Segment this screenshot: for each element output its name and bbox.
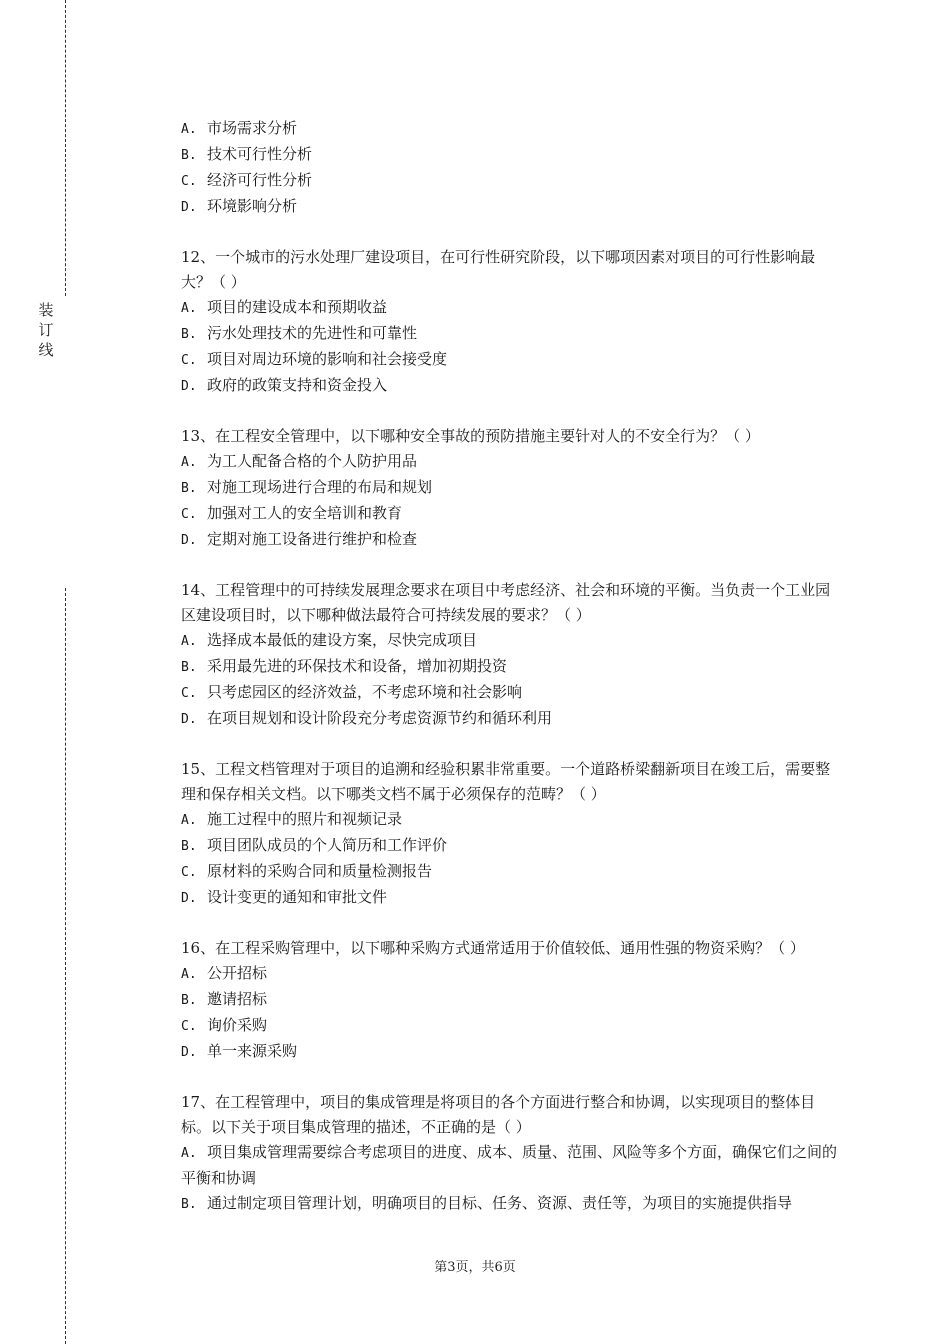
- option-text: 在项目规划和设计阶段充分考虑资源节约和循环利用: [207, 709, 553, 727]
- binding-label-char: 线: [38, 341, 54, 359]
- option-text: 询价采购: [207, 1016, 268, 1034]
- option-text: 只考虑园区的经济效益，不考虑环境和社会影响: [207, 683, 523, 701]
- option-label: D.: [181, 891, 197, 906]
- option-item: [181, 527, 841, 553]
- option-label: C.: [181, 1019, 197, 1034]
- binding-line-top: [65, 0, 66, 296]
- option-label: D.: [181, 533, 197, 548]
- option-text: 加强对工人的安全培训和教育: [207, 504, 403, 522]
- option-label: C.: [181, 507, 197, 522]
- binding-label-char: 装: [38, 301, 54, 319]
- binding-label-char: 订: [38, 321, 54, 339]
- binding-label: [36, 300, 56, 360]
- option-text: 市场需求分析: [207, 119, 298, 137]
- option-label: C.: [181, 865, 197, 880]
- question-15: [181, 757, 841, 911]
- option-label: B.: [181, 148, 197, 163]
- option-item: [181, 347, 841, 373]
- option-item: [181, 987, 841, 1013]
- option-item: [181, 706, 841, 732]
- option-text: 项目集成管理需要综合考虑项目的进度、成本、质量、范围、风险等多个方面，确保它们之间的平衡和协调: [181, 1143, 838, 1187]
- option-item: [181, 168, 841, 194]
- option-label: A.: [181, 813, 197, 828]
- option-label: D.: [181, 1045, 197, 1060]
- option-label: B.: [181, 327, 197, 342]
- option-text: 污水处理技术的先进性和可靠性: [207, 324, 418, 342]
- option-text: 为工人配备合格的个人防护用品: [207, 452, 418, 470]
- option-text: 定期对施工设备进行维护和检查: [207, 530, 418, 548]
- question-text: 16、在工程采购管理中，以下哪种采购方式通常适用于价值较低、通用性强的物资采购？（ ）: [181, 939, 805, 957]
- option-item: [181, 628, 841, 654]
- option-label: A.: [181, 967, 197, 982]
- option-text: 原材料的采购合同和质量检测报告: [207, 862, 433, 880]
- option-item: [181, 373, 841, 399]
- option-text: 施工过程中的照片和视频记录: [207, 810, 403, 828]
- option-text: 设计变更的通知和审批文件: [207, 888, 388, 906]
- option-text: 邀请招标: [207, 990, 268, 1008]
- option-text: 项目的建设成本和预期收益: [207, 298, 388, 316]
- option-label: C.: [181, 174, 197, 189]
- question-14: [181, 578, 841, 732]
- option-label: C.: [181, 353, 197, 368]
- option-item: [181, 1039, 841, 1065]
- option-text: 项目对周边环境的影响和社会接受度: [207, 350, 448, 368]
- question-12: [181, 245, 841, 399]
- question-content: [181, 116, 841, 1217]
- option-label: A.: [181, 1146, 197, 1161]
- option-label: B.: [181, 660, 197, 675]
- option-label: D.: [181, 200, 197, 215]
- option-item: [181, 807, 841, 833]
- option-label: B.: [181, 1197, 197, 1212]
- question-text: 14、工程管理中的可持续发展理念要求在项目中考虑经济、社会和环境的平衡。当负责一个工业园区建设项目时，以下哪种做法最符合可持续发展的要求？（ ）: [181, 581, 831, 624]
- option-item: [181, 833, 841, 859]
- option-text: 政府的政策支持和资金投入: [207, 376, 388, 394]
- leading-options: [181, 116, 841, 220]
- option-item: [181, 859, 841, 885]
- binding-line-bottom: [65, 588, 66, 1344]
- option-item: [181, 961, 841, 987]
- option-text: 选择成本最低的建设方案，尽快完成项目: [207, 631, 478, 649]
- option-label: C.: [181, 686, 197, 701]
- question-text: 13、在工程安全管理中，以下哪种安全事故的预防措施主要针对人的不安全行为？（ ）: [181, 427, 760, 445]
- question-text: 12、一个城市的污水处理厂建设项目，在可行性研究阶段，以下哪项因素对项目的可行性影响最大？（ ）: [181, 248, 816, 291]
- option-label: A.: [181, 301, 197, 316]
- option-text: 采用最先进的环保技术和设备，增加初期投资: [207, 657, 508, 675]
- option-item: [181, 1140, 841, 1191]
- option-item: [181, 142, 841, 168]
- option-label: B.: [181, 481, 197, 496]
- option-item: [181, 1013, 841, 1039]
- option-label: D.: [181, 379, 197, 394]
- option-label: A.: [181, 455, 197, 470]
- option-text: 环境影响分析: [207, 197, 298, 215]
- option-text: 经济可行性分析: [207, 171, 313, 189]
- option-text: 技术可行性分析: [207, 145, 313, 163]
- option-item: [181, 1191, 841, 1217]
- option-label: A.: [181, 634, 197, 649]
- option-item: [181, 295, 841, 321]
- option-label: B.: [181, 839, 197, 854]
- option-item: [181, 475, 841, 501]
- option-text: 项目团队成员的个人简历和工作评价: [207, 836, 448, 854]
- option-item: [181, 654, 841, 680]
- question-13: [181, 424, 841, 553]
- option-text: 单一来源采购: [207, 1042, 298, 1060]
- option-label: D.: [181, 712, 197, 727]
- option-item: [181, 194, 841, 220]
- option-text: 对施工现场进行合理的布局和规划: [207, 478, 433, 496]
- question-17: [181, 1090, 841, 1217]
- option-label: A.: [181, 122, 197, 137]
- option-item: [181, 680, 841, 706]
- question-text: 15、工程文档管理对于项目的追溯和经验积累非常重要。一个道路桥梁翻新项目在竣工后，需要整理和保存相关文档。以下哪类文档不属于必须保存的范畴？（ ）: [181, 760, 831, 803]
- option-item: [181, 501, 841, 527]
- question-text: 17、在工程管理中，项目的集成管理是将项目的各个方面进行整合和协调，以实现项目的整体目标。以下关于项目集成管理的描述，不正确的是（ ）: [181, 1093, 816, 1136]
- option-text: 通过制定项目管理计划，明确项目的目标、任务、资源、责任等，为项目的实施提供指导: [207, 1194, 793, 1212]
- option-item: [181, 321, 841, 347]
- page-footer: 第3页，共6页: [434, 1260, 516, 1275]
- option-label: B.: [181, 993, 197, 1008]
- option-item: [181, 116, 841, 142]
- option-item: [181, 449, 841, 475]
- option-text: 公开招标: [207, 964, 268, 982]
- option-item: [181, 885, 841, 911]
- question-16: [181, 936, 841, 1065]
